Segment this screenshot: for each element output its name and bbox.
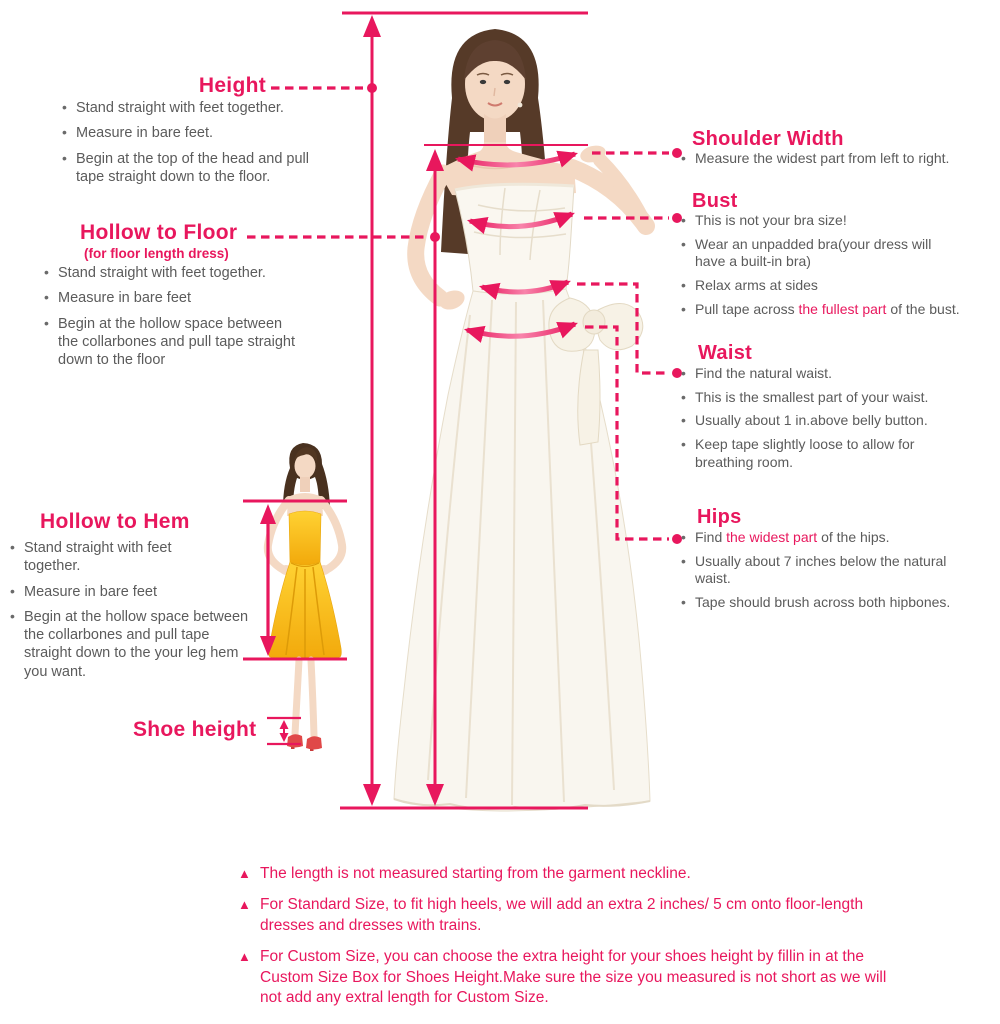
list-item: • Usually about 1 in.above belly button. bbox=[681, 412, 928, 429]
list-item: • Wear an unpadded bra(your dress will have a built-in bra) bbox=[681, 235, 932, 270]
note-neckline: ▲ The length is not measured starting from the garment neckline. bbox=[238, 865, 691, 882]
hollow-to-hem-title: Hollow to Hem bbox=[40, 510, 190, 533]
list-item: • Stand straight with feet together. bbox=[10, 539, 172, 575]
bullet-dot-icon: • bbox=[10, 539, 15, 555]
hollow-to-floor-title: Hollow to Floor bbox=[80, 221, 238, 244]
shoulder-width-bullets bbox=[681, 150, 993, 174]
bullet-dot-icon: • bbox=[681, 412, 686, 429]
list-item: • Usually about 7 inches below the natural waist. bbox=[681, 552, 947, 587]
note-custom-size: ▲ For Custom Size, you can choose the extra height for your shoes height by fillin in at the Custom Size Box for Shoes Height.Make sure the size you measured is not short as we will not add any extral length for Custom Size. bbox=[238, 948, 887, 1007]
list-item: • Begin at the hollow space between the collarbones and pull tape straight down to the your leg hem you want. bbox=[10, 607, 249, 680]
footnotes bbox=[238, 864, 888, 1020]
height-title: Height bbox=[198, 74, 266, 97]
list-item: • Measure in bare feet bbox=[10, 582, 157, 600]
bullet-dot-icon: • bbox=[681, 212, 686, 228]
bullet-dot-icon: • bbox=[62, 124, 67, 141]
hollow-to-hem-bullets bbox=[10, 539, 258, 688]
waist-bullets bbox=[681, 365, 981, 477]
knee-length-model-illustration bbox=[268, 443, 342, 751]
bullet-dot-icon: • bbox=[681, 388, 686, 405]
bust-title: Bust bbox=[692, 190, 738, 212]
height-measure-line bbox=[363, 15, 381, 806]
list-item: • Measure in bare feet. bbox=[62, 124, 214, 142]
list-item: • Stand straight with feet together. bbox=[62, 99, 284, 116]
hollow-to-floor-subtitle: (for floor length dress) bbox=[84, 246, 229, 261]
list-item: • This is the smallest part of your waist. bbox=[681, 388, 929, 405]
bullet-dot-icon: • bbox=[681, 300, 686, 317]
bullet-dot-icon: • bbox=[681, 529, 686, 545]
list-item: • Tape should brush across both hipbones. bbox=[681, 593, 951, 610]
bullet-dot-icon: • bbox=[10, 582, 15, 599]
list-item: • Pull tape across the fullest part of the bust. bbox=[681, 300, 960, 317]
hollow-to-floor-bullets bbox=[44, 264, 316, 376]
list-item: • Find the natural waist. bbox=[681, 365, 832, 381]
shoe-height-title: Shoe height bbox=[133, 718, 257, 741]
list-item: • Measure in bare feet bbox=[44, 289, 191, 307]
bust-bullets bbox=[681, 212, 981, 324]
bullet-dot-icon: • bbox=[681, 276, 686, 293]
list-item: • Stand straight with feet together. bbox=[44, 264, 266, 281]
bullet-dot-icon: • bbox=[62, 99, 67, 115]
floor-length-model-illustration bbox=[394, 29, 650, 811]
warning-triangle-icon: ▲ bbox=[238, 949, 251, 965]
hips-bullets bbox=[681, 529, 983, 618]
list-item: • Relax arms at sides bbox=[681, 276, 818, 293]
bullet-dot-icon: • bbox=[44, 289, 49, 306]
highlight-text: the widest part bbox=[726, 529, 818, 545]
bullet-dot-icon: • bbox=[681, 593, 686, 610]
note-standard-size: ▲ For Standard Size, to fit high heels, we will add an extra 2 inches/ 5 cm onto floor-length dresses and dresses with trains. bbox=[238, 896, 864, 934]
height-bullets bbox=[62, 99, 340, 193]
bullet-dot-icon: • bbox=[62, 149, 67, 166]
shoulder-width-title: Shoulder Width bbox=[692, 128, 844, 150]
bullet-dot-icon: • bbox=[681, 552, 686, 569]
red-shoes bbox=[287, 734, 322, 751]
list-item: • Begin at the top of the head and pull tape straight down to the floor. bbox=[62, 149, 309, 185]
list-item: • This is not your bra size! bbox=[681, 212, 847, 228]
bullet-dot-icon: • bbox=[681, 150, 686, 166]
bullet-dot-icon: • bbox=[681, 365, 686, 381]
bullet-dot-icon: • bbox=[681, 235, 686, 252]
bullet-dot-icon: • bbox=[44, 264, 49, 280]
list-item: • Find the widest part of the hips. bbox=[681, 529, 890, 545]
list-item: • Keep tape slightly loose to allow for breathing room. bbox=[681, 435, 915, 470]
bullet-dot-icon: • bbox=[681, 435, 686, 452]
hips-title: Hips bbox=[697, 506, 742, 528]
list-item: • Begin at the hollow space between the collarbones and pull tape straight down to the floor bbox=[44, 314, 295, 369]
waist-title: Waist bbox=[698, 342, 753, 364]
warning-triangle-icon: ▲ bbox=[238, 897, 251, 913]
list-item: • Measure the widest part from left to right. bbox=[681, 150, 950, 166]
warning-triangle-icon: ▲ bbox=[238, 866, 251, 881]
bullet-dot-icon: • bbox=[10, 607, 15, 624]
highlight-text: the fullest part bbox=[798, 300, 887, 317]
bullet-dot-icon: • bbox=[44, 314, 49, 331]
